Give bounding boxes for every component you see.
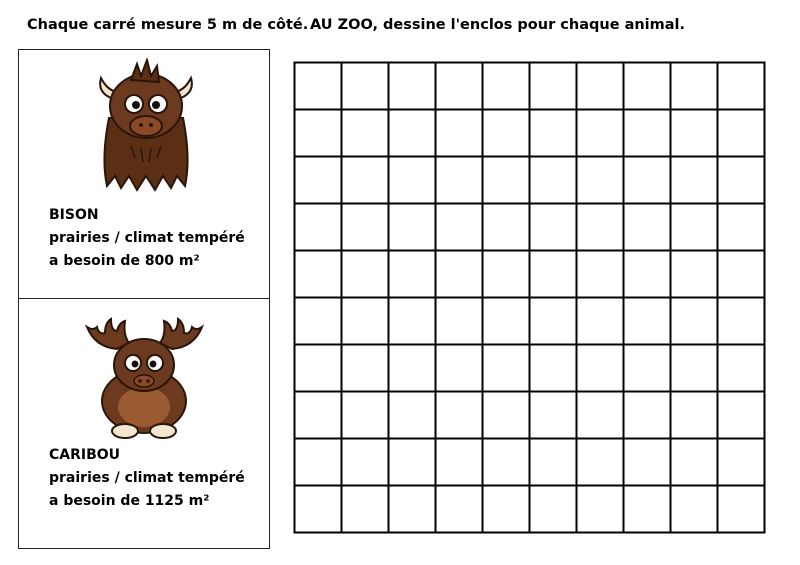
grid-cell[interactable] — [577, 157, 624, 204]
grid-cell[interactable] — [671, 486, 718, 533]
grid-cell[interactable] — [295, 63, 342, 110]
grid-cell[interactable] — [718, 486, 765, 533]
grid-cell[interactable] — [624, 63, 671, 110]
grid-cell[interactable] — [577, 392, 624, 439]
grid-cell[interactable] — [671, 439, 718, 486]
grid-cell[interactable] — [718, 204, 765, 251]
grid-cell[interactable] — [342, 251, 389, 298]
grid-cell[interactable] — [624, 251, 671, 298]
grid-cell[interactable] — [295, 110, 342, 157]
grid-cell[interactable] — [577, 439, 624, 486]
animal-card-caribou — [18, 298, 270, 549]
grid-cell[interactable] — [483, 298, 530, 345]
grid-cell[interactable] — [530, 157, 577, 204]
grid-cell[interactable] — [671, 110, 718, 157]
grid-cell[interactable] — [624, 204, 671, 251]
grid-cell[interactable] — [483, 110, 530, 157]
grid-cell[interactable] — [436, 298, 483, 345]
drawing-grid[interactable] — [293, 61, 766, 534]
grid-cell[interactable] — [577, 63, 624, 110]
grid-cell[interactable] — [436, 345, 483, 392]
grid-cell[interactable] — [436, 157, 483, 204]
grid-cell[interactable] — [718, 251, 765, 298]
grid-cell[interactable] — [295, 298, 342, 345]
grid-cell[interactable] — [295, 204, 342, 251]
grid-cell[interactable] — [483, 157, 530, 204]
grid-cell[interactable] — [342, 204, 389, 251]
grid-cell[interactable] — [295, 345, 342, 392]
grid-cell[interactable] — [295, 392, 342, 439]
grid-cell[interactable] — [436, 392, 483, 439]
grid-cell[interactable] — [483, 251, 530, 298]
grid-cell[interactable] — [342, 392, 389, 439]
grid-cell[interactable] — [389, 204, 436, 251]
grid-cell[interactable] — [530, 204, 577, 251]
grid-cell[interactable] — [436, 110, 483, 157]
grid-cell[interactable] — [436, 204, 483, 251]
grid-cell[interactable] — [671, 157, 718, 204]
grid-cell[interactable] — [624, 439, 671, 486]
grid-cell[interactable] — [624, 392, 671, 439]
grid-cell[interactable] — [530, 439, 577, 486]
grid-cell[interactable] — [671, 345, 718, 392]
caribou-icon — [77, 313, 212, 439]
grid-cell[interactable] — [671, 298, 718, 345]
grid-cell[interactable] — [483, 486, 530, 533]
animal-area-need: a besoin de 1125 m² — [49, 493, 210, 509]
grid-cell[interactable] — [577, 345, 624, 392]
grid-cell[interactable] — [577, 298, 624, 345]
grid-cell[interactable] — [389, 157, 436, 204]
animal-card-bison — [18, 49, 270, 299]
grid-cell[interactable] — [295, 251, 342, 298]
grid-cell[interactable] — [671, 63, 718, 110]
grid-cell[interactable] — [530, 486, 577, 533]
grid-cell[interactable] — [342, 63, 389, 110]
grid-cell[interactable] — [436, 251, 483, 298]
grid-cell[interactable] — [342, 110, 389, 157]
animal-name: CARIBOU — [49, 447, 121, 463]
grid-cell[interactable] — [624, 298, 671, 345]
grid-cell[interactable] — [342, 345, 389, 392]
grid-cell[interactable] — [718, 110, 765, 157]
instruction-title: AU ZOO, dessine l'enclos pour chaque animal. — [310, 17, 686, 33]
caribou-description — [49, 444, 245, 513]
grid-cell[interactable] — [718, 439, 765, 486]
grid-cell[interactable] — [295, 486, 342, 533]
grid-cell[interactable] — [342, 157, 389, 204]
grid-cell[interactable] — [718, 63, 765, 110]
grid-cell[interactable] — [342, 298, 389, 345]
grid-cell[interactable] — [577, 204, 624, 251]
grid-cell[interactable] — [718, 345, 765, 392]
grid-cell[interactable] — [483, 439, 530, 486]
grid-cell[interactable] — [624, 110, 671, 157]
grid-cell[interactable] — [530, 110, 577, 157]
grid-cell[interactable] — [530, 392, 577, 439]
animal-area-need: a besoin de 800 m² — [49, 253, 200, 269]
grid-cell[interactable] — [671, 251, 718, 298]
grid-cell[interactable] — [577, 110, 624, 157]
animal-name: BISON — [49, 207, 99, 223]
grid-cell[interactable] — [577, 251, 624, 298]
instruction-square-size: Chaque carré mesure 5 m de côté. — [27, 17, 309, 33]
grid-cell[interactable] — [342, 439, 389, 486]
bison-description — [49, 204, 245, 273]
grid-cell[interactable] — [389, 345, 436, 392]
grid-cell[interactable] — [436, 63, 483, 110]
grid-cell[interactable] — [577, 486, 624, 533]
grid-cell[interactable] — [718, 392, 765, 439]
grid-cell[interactable] — [671, 204, 718, 251]
grid-cell[interactable] — [671, 392, 718, 439]
grid-cell[interactable] — [389, 251, 436, 298]
grid-cell[interactable] — [624, 157, 671, 204]
grid-cell[interactable] — [483, 345, 530, 392]
animal-habitat: prairies / climat tempéré — [49, 470, 245, 486]
grid-cell[interactable] — [530, 251, 577, 298]
grid-cell[interactable] — [295, 157, 342, 204]
bison-icon — [91, 58, 201, 193]
animal-habitat: prairies / climat tempéré — [49, 230, 245, 246]
grid-cell[interactable] — [718, 157, 765, 204]
grid-cell[interactable] — [389, 110, 436, 157]
grid-cell[interactable] — [483, 63, 530, 110]
grid-cell[interactable] — [389, 486, 436, 533]
grid-cell[interactable] — [624, 345, 671, 392]
grid-cell[interactable] — [483, 204, 530, 251]
grid-cell[interactable] — [530, 63, 577, 110]
grid-cell[interactable] — [389, 63, 436, 110]
grid-cell[interactable] — [530, 298, 577, 345]
grid-cell[interactable] — [624, 486, 671, 533]
grid-cell[interactable] — [718, 298, 765, 345]
grid-cell[interactable] — [436, 486, 483, 533]
grid-cell[interactable] — [530, 345, 577, 392]
grid-cell[interactable] — [342, 486, 389, 533]
grid-cell[interactable] — [389, 298, 436, 345]
grid-cell[interactable] — [389, 392, 436, 439]
grid-cell[interactable] — [295, 439, 342, 486]
grid-cell[interactable] — [436, 439, 483, 486]
grid-cell[interactable] — [389, 439, 436, 486]
grid-cell[interactable] — [483, 392, 530, 439]
